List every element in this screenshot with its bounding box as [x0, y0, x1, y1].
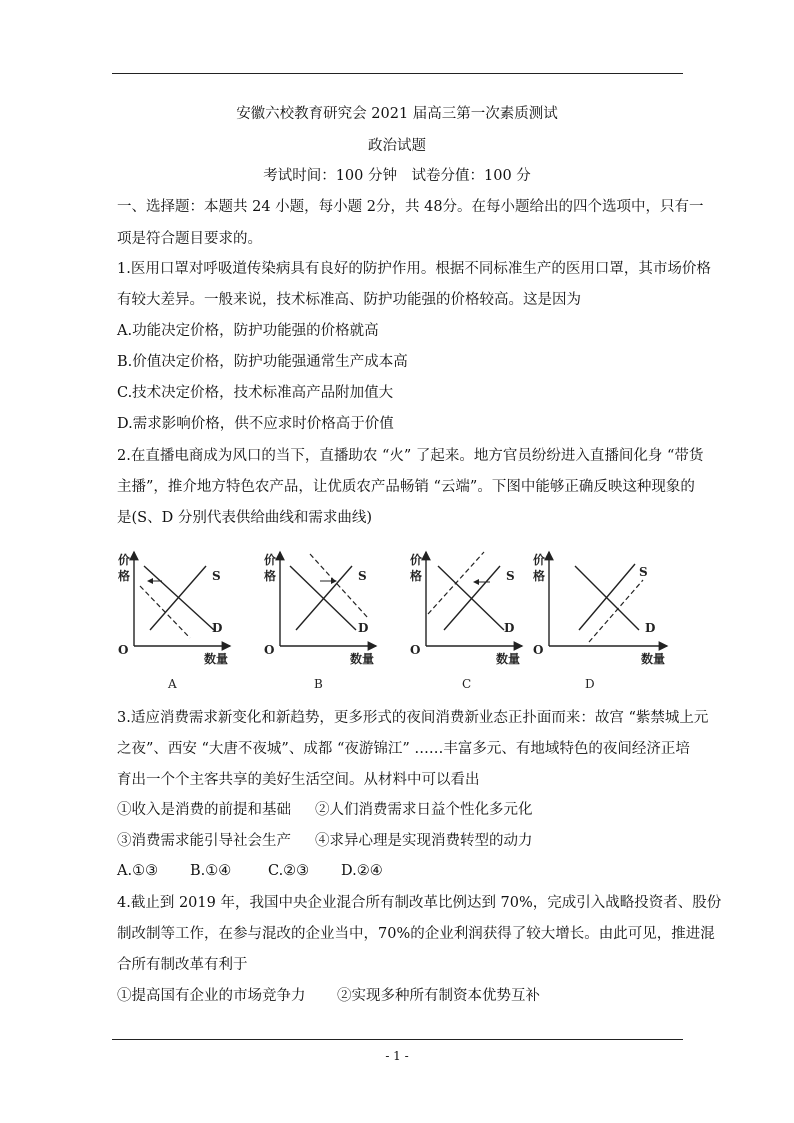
q1-stem-line2: 有较大差异。一般来说，技术标准高、防护功能强的价格较高。这是因为: [117, 292, 581, 308]
price-axis-char-2: 格: [410, 569, 423, 583]
supply-label: S: [358, 569, 367, 583]
graph-option-label: A: [168, 677, 177, 691]
q3-stem-line1: 3.适应消费需求新变化和新趋势，更多形式的夜间消费新业态正扑面而来：故宫 “紫禁城上元: [117, 710, 709, 726]
q3-stem-line3: 育出一个个主客共享的美好生活空间。从材料中可以看出: [117, 772, 480, 788]
demand-label: D: [212, 621, 223, 635]
supply-curve: [150, 566, 206, 630]
section-instructions-line1: 一、选择题：本题共 24 小题，每小题 2分，共 48分。在每小题给出的四个选项中，只有一: [117, 199, 704, 215]
q2-stem-line3: 是(S、D 分别代表供给曲线和需求曲线): [117, 510, 372, 526]
top-rule: [112, 73, 683, 74]
q3-statement-1: ①收入是消费的前提和基础: [117, 802, 291, 818]
graph-option-label: C: [462, 677, 472, 691]
supply-label: S: [506, 569, 515, 583]
origin-label: O: [410, 643, 421, 657]
shifted-demand-curve: [310, 554, 368, 618]
q3-choice-a: A.①③: [117, 863, 159, 879]
q2-stem-line1: 2.在直播电商成为风口的当下，直播助农 “火” 了起来。地方官员纷纷进入直播间化身 “带货: [117, 448, 704, 464]
graph-option-label: D: [585, 677, 595, 691]
q3-statement-2: ②人们消费需求日益个性化多元化: [315, 802, 533, 818]
demand-label: D: [504, 621, 515, 635]
price-axis-char-1: 价: [118, 553, 131, 567]
q2-graph-d: [527, 538, 712, 698]
supply-curve: [444, 566, 500, 630]
bottom-rule: [112, 1039, 683, 1040]
quantity-axis-label: 数量: [204, 652, 229, 666]
q2-stem-line2: 主播”，推介地方特色农产品，让优质农产品畅销 “云端”。下图中能够正确反映这种现象的: [117, 479, 695, 495]
supply-label: S: [639, 565, 648, 579]
demand-curve: [290, 566, 356, 630]
quantity-axis-label: 数量: [496, 652, 521, 666]
q3-choice-c: C.②③: [268, 863, 310, 879]
origin-label: O: [264, 643, 275, 657]
q4-statement-1: ①提高国有企业的市场竞争力: [117, 988, 306, 1004]
price-axis-char-2: 格: [118, 569, 131, 583]
price-axis-char-1: 价: [410, 553, 423, 567]
quantity-axis-label: 数量: [350, 652, 375, 666]
supply-curve: [296, 566, 352, 630]
price-axis-char-2: 格: [264, 569, 277, 583]
q1-option-c: C.技术决定价格，技术标准高产品附加值大: [117, 385, 394, 401]
q1-stem-line1: 1.医用口罩对呼吸道传染病具有良好的防护作用。根据不同标准生产的医用口罩，其市场价格: [117, 261, 711, 277]
q3-choice-d: D.②④: [341, 863, 383, 879]
shifted-supply-curve: [428, 552, 484, 614]
q4-stem-line3: 合所有制改革有利于: [117, 957, 248, 973]
q3-statement-4: ④求异心理是实现消费转型的动力: [315, 833, 533, 849]
graph-option-label: B: [314, 677, 323, 691]
price-axis-char-1: 价: [264, 553, 277, 567]
q4-statement-2: ②实现多种所有制资本优势互补: [337, 988, 540, 1004]
q1-option-d: D.需求影响价格，供不应求时价格高于价值: [117, 416, 394, 432]
section-instructions-line2: 项是符合题目要求的。: [117, 231, 262, 247]
q4-stem-line1: 4.截止到 2019 年，我国中央企业混合所有制改革比例达到 70%，完成引入战略投资者、股份: [117, 895, 722, 911]
q3-statement-3: ③消费需求能引导社会生产: [117, 833, 291, 849]
exam-title: 安徽六校教育研究会 2021 届高三第一次素质测试: [236, 106, 558, 122]
demand-label: D: [645, 621, 656, 635]
origin-label: O: [118, 643, 129, 657]
q3-choice-b: B.①④: [190, 863, 232, 879]
price-axis-char-1: 价: [533, 553, 546, 567]
q4-stem-line2: 制改制等工作，在参与混改的企业当中，70%的企业利润获得了较大增长。由此可见，推进混: [117, 926, 715, 942]
demand-curve: [438, 566, 504, 630]
supply-label: S: [212, 569, 221, 583]
quantity-axis-label: 数量: [641, 652, 666, 666]
origin-label: O: [533, 643, 544, 657]
q1-option-b: B.价值决定价格，防护功能强通常生产成本高: [117, 354, 408, 370]
q1-option-a: A.功能决定价格，防护功能强的价格就高: [117, 323, 379, 339]
page-number: - 1 -: [385, 1049, 409, 1063]
exam-info: 考试时间：100 分钟 试卷分值：100 分: [263, 168, 531, 184]
price-axis-char-2: 格: [533, 569, 546, 583]
shifted-supply-curve: [589, 580, 643, 642]
supply-curve: [579, 564, 635, 630]
demand-label: D: [358, 621, 369, 635]
subject-title: 政治试题: [368, 138, 426, 154]
demand-curve: [144, 566, 214, 630]
q3-stem-line2: 之夜”、西安 “大唐不夜城”、成都 “夜游锦江” ……丰富多元、有地域特色的夜间经济正培: [117, 741, 690, 757]
